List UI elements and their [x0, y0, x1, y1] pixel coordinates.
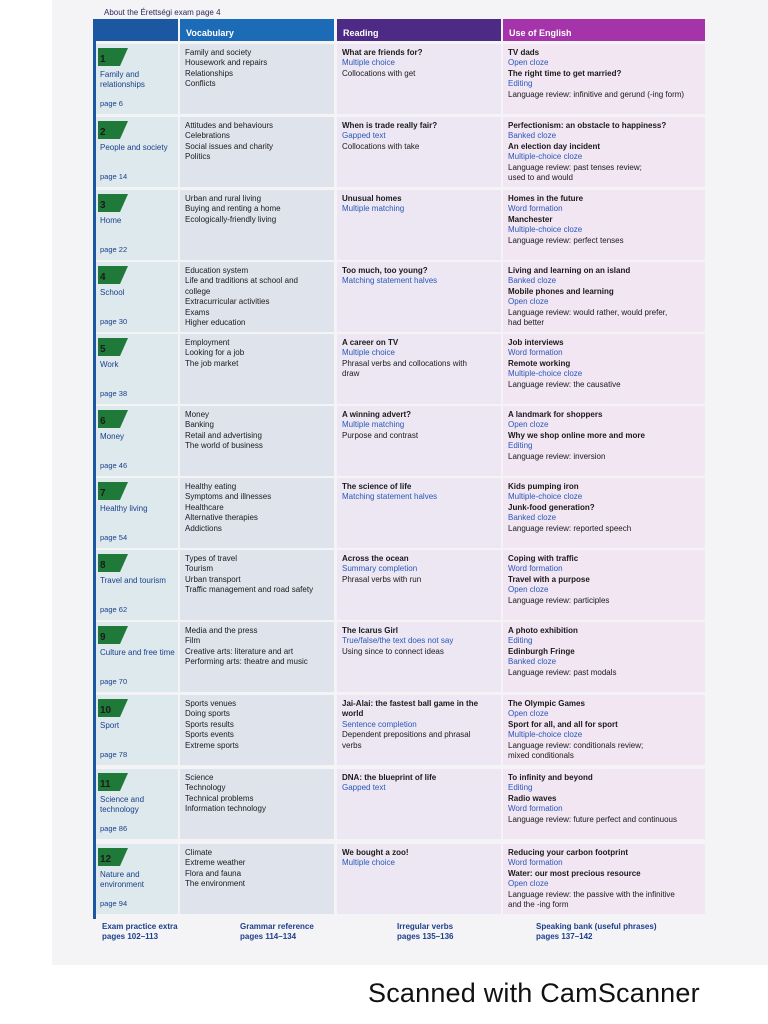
- unit-title: Healthy living: [100, 504, 148, 513]
- reading-cell: [337, 262, 501, 332]
- vocabulary-topic: Symptoms and illnesses: [185, 492, 272, 502]
- vocabulary-topic: Doing sports: [185, 709, 230, 719]
- text-title: TV dads: [508, 48, 540, 57]
- vocabulary-topic: Climate: [185, 848, 213, 857]
- unit-number: 4: [100, 272, 106, 283]
- text-title: Travel with a purpose: [508, 574, 590, 584]
- text-title: Edinburgh Fringe: [508, 646, 575, 656]
- task-type: Matching statement halves: [342, 276, 438, 286]
- vocabulary-topic: Relationships: [185, 68, 234, 78]
- reading-cell: [337, 550, 501, 620]
- header-use-of-english: Use of English: [503, 19, 705, 41]
- footer-pages: pages 102–113: [102, 932, 159, 941]
- text-title: world: [342, 709, 364, 719]
- vocabulary-topic: Urban and rural living: [185, 194, 262, 203]
- text-title: A photo exhibition: [508, 626, 578, 635]
- language-note: Language review: would rather, would prefer,: [508, 307, 668, 317]
- language-note: used to and would: [508, 173, 573, 183]
- task-type: Matching statement halves: [342, 492, 438, 502]
- vocabulary-topic: Performing arts: theatre and music: [185, 657, 308, 667]
- task-type: Word formation: [508, 804, 563, 814]
- language-note: draw: [342, 369, 360, 379]
- vocabulary-topic: Politics: [185, 152, 211, 162]
- task-type: Banked cloze: [508, 131, 557, 141]
- vocabulary-topic: Technology: [185, 783, 226, 793]
- vocabulary-topic: Extreme weather: [185, 858, 246, 868]
- unit-cell[interactable]: [96, 406, 178, 476]
- task-type: Multiple matching: [342, 204, 405, 214]
- vocabulary-topic: Urban transport: [185, 574, 241, 584]
- task-type: Summary completion: [342, 564, 418, 574]
- unit-number: 7: [100, 488, 106, 499]
- unit-number: 2: [100, 127, 106, 138]
- use-of-english-cell: [503, 406, 705, 476]
- vocabulary-topic: Higher education: [185, 318, 246, 328]
- unit-page: page 30: [100, 316, 128, 326]
- unit-cell[interactable]: [96, 334, 178, 404]
- text-title: To infinity and beyond: [508, 773, 593, 782]
- vocabulary-topic: Healthcare: [185, 502, 224, 512]
- camscanner-watermark: Scanned with CamScanner: [368, 978, 700, 1008]
- task-type: Multiple-choice cloze: [508, 152, 583, 162]
- language-note: Language review: infinitive and gerund (-ing form): [508, 89, 685, 99]
- text-title: Living and learning on an island: [508, 266, 631, 275]
- unit-title: Work: [100, 360, 119, 369]
- unit-cell[interactable]: [96, 478, 178, 548]
- task-type: Editing: [508, 441, 533, 451]
- unit-title: Home: [100, 216, 122, 225]
- task-type: Word formation: [508, 858, 563, 868]
- text-title: Sport for all, and all for sport: [508, 719, 618, 729]
- header-unit-column: [96, 19, 178, 41]
- task-type: Word formation: [508, 348, 563, 358]
- unit-page: page 22: [100, 244, 128, 254]
- vocabulary-topic: Information technology: [185, 804, 266, 814]
- use-of-english-cell: [503, 622, 705, 692]
- task-type: Multiple choice: [342, 58, 395, 68]
- language-note: Language review: the causative: [508, 379, 621, 389]
- use-of-english-cell: [503, 769, 705, 839]
- text-title: A career on TV: [342, 338, 399, 347]
- unit-number: 8: [100, 560, 106, 571]
- text-title: Why we shop online more and more: [508, 430, 645, 440]
- task-type: Banked cloze: [508, 276, 557, 286]
- unit-title: Science and technology: [100, 795, 145, 814]
- language-note: Language review: inversion: [508, 451, 606, 461]
- reading-cell: [337, 844, 501, 914]
- language-note: mixed conditionals: [508, 751, 574, 761]
- vocabulary-cell: [180, 769, 334, 839]
- language-note: Language review: past tenses review;: [508, 162, 642, 172]
- vocabulary-cell: [180, 478, 334, 548]
- language-note: Language review: participles: [508, 595, 610, 605]
- use-of-english-cell: [503, 44, 705, 114]
- task-type: Open cloze: [508, 709, 549, 719]
- footer-speaking-bank[interactable]: [536, 922, 656, 942]
- text-title: Unusual homes: [342, 194, 402, 203]
- unit-title: Money: [100, 432, 125, 441]
- footer-label: Exam practice extra: [102, 922, 178, 931]
- footer-irregular-verbs[interactable]: [397, 922, 454, 942]
- unit-cell[interactable]: [96, 117, 178, 187]
- vocabulary-topic: Sports events: [185, 730, 234, 740]
- vocabulary-topic: Alternative therapies: [185, 513, 258, 523]
- task-type: Editing: [508, 79, 533, 89]
- language-note: Language review: perfect tenses: [508, 235, 624, 245]
- unit-page: page 38: [100, 388, 128, 398]
- vocabulary-topic: Attitudes and behaviours: [185, 121, 274, 130]
- footer-label: Irregular verbs: [397, 922, 454, 931]
- vocabulary-topic: Celebrations: [185, 131, 230, 141]
- task-type: Word formation: [508, 204, 563, 214]
- text-title: Mobile phones and learning: [508, 286, 614, 296]
- footer-label: Speaking bank (useful phrases): [536, 922, 657, 931]
- unit-title: People and society: [100, 143, 168, 152]
- unit-page: page 14: [100, 171, 128, 181]
- vocabulary-topic: Extreme sports: [185, 740, 239, 750]
- use-of-english-cell: [503, 844, 705, 914]
- language-note: had better: [508, 318, 545, 328]
- language-note: verbs: [342, 740, 362, 750]
- reading-cell: [337, 334, 501, 404]
- vocabulary-cell: [180, 117, 334, 187]
- unit-number: 10: [100, 705, 112, 716]
- vocabulary-topic: Healthy eating: [185, 482, 237, 491]
- use-of-english-cell: [503, 117, 705, 187]
- task-type: Multiple choice: [342, 858, 395, 868]
- vocabulary-topic: Looking for a job: [185, 348, 245, 358]
- task-type: True/false/the text does not say: [342, 636, 454, 646]
- vocabulary-topic: Ecologically-friendly living: [185, 214, 277, 224]
- unit-title: Family and relationships: [100, 70, 145, 89]
- vocabulary-cell: [180, 334, 334, 404]
- task-type: Multiple-choice cloze: [508, 730, 583, 740]
- unit-page: page 54: [100, 532, 128, 542]
- vocabulary-topic: Sports venues: [185, 699, 237, 708]
- language-note: Phrasal verbs with run: [342, 574, 422, 584]
- vocabulary-topic: The job market: [185, 358, 239, 368]
- reading-cell: [337, 44, 501, 114]
- text-title: The right time to get married?: [508, 68, 622, 78]
- unit-title: Culture and free time: [100, 648, 175, 657]
- unit-cell[interactable]: [96, 262, 178, 332]
- text-title: Coping with traffic: [508, 554, 579, 563]
- text-title: The science of life: [342, 482, 412, 491]
- unit-cell[interactable]: [96, 44, 178, 114]
- vocabulary-topic: Flora and fauna: [185, 868, 242, 878]
- vocabulary-cell: [180, 695, 334, 765]
- language-note: Collocations with get: [342, 68, 416, 78]
- text-title: A landmark for shoppers: [508, 410, 603, 419]
- vocabulary-cell: [180, 262, 334, 332]
- text-title: When is trade really fair?: [342, 121, 438, 130]
- unit-number: 6: [100, 416, 106, 427]
- unit-title: School: [100, 288, 125, 297]
- vocabulary-topic: Housework and repairs: [185, 58, 268, 68]
- task-type: Multiple choice: [342, 348, 395, 358]
- vocabulary-cell: [180, 550, 334, 620]
- unit-number: 9: [100, 632, 106, 643]
- footer-label: Grammar reference: [240, 922, 314, 931]
- unit-number: 12: [100, 854, 112, 865]
- vocabulary-topic: Creative arts: literature and art: [185, 646, 294, 656]
- text-title: Junk-food generation?: [508, 502, 595, 512]
- unit-title: Travel and tourism: [100, 576, 166, 585]
- task-type: Gapped text: [342, 783, 386, 793]
- unit-page: page 46: [100, 460, 128, 470]
- text-title: Manchester: [508, 214, 553, 224]
- unit-page: page 78: [100, 749, 128, 759]
- language-note: and the -ing form: [508, 900, 569, 910]
- language-note: Purpose and contrast: [342, 430, 419, 440]
- task-type: Editing: [508, 783, 533, 793]
- use-of-english-cell: [503, 695, 705, 765]
- reading-cell: [337, 406, 501, 476]
- vocabulary-topic: Tourism: [185, 564, 214, 574]
- use-of-english-cell: [503, 262, 705, 332]
- vocabulary-topic: Banking: [185, 420, 214, 430]
- unit-number: 3: [100, 200, 106, 211]
- vocabulary-topic: Exams: [185, 307, 210, 317]
- reading-cell: [337, 695, 501, 765]
- task-type: Multiple-choice cloze: [508, 225, 583, 235]
- vocabulary-topic: college: [185, 286, 211, 296]
- text-title: Reducing your carbon footprint: [508, 848, 628, 857]
- unit-page: page 70: [100, 676, 128, 686]
- vocabulary-topic: Science: [185, 773, 214, 782]
- unit-number: 11: [100, 779, 111, 790]
- footer-pages: pages 114–134: [240, 932, 297, 941]
- unit-title: Sport: [100, 721, 120, 730]
- exam-info-link[interactable]: About the Érettségi exam page 4: [104, 8, 221, 17]
- unit-number: 1: [100, 54, 106, 65]
- vocabulary-topic: Education system: [185, 266, 249, 275]
- vocabulary-cell: [180, 190, 334, 260]
- unit-title: Nature and environment: [100, 870, 145, 889]
- footer-exam-practice[interactable]: [102, 922, 178, 942]
- unit-cell[interactable]: [96, 190, 178, 260]
- reading-cell: [337, 622, 501, 692]
- language-note: Using since to connect ideas: [342, 646, 444, 656]
- language-note: Language review: conditionals review;: [508, 740, 644, 750]
- task-type: Banked cloze: [508, 513, 557, 523]
- task-type: Open cloze: [508, 297, 549, 307]
- text-title: A winning advert?: [342, 410, 412, 419]
- text-title: An election day incident: [508, 141, 601, 151]
- task-type: Word formation: [508, 564, 563, 574]
- unit-page: page 94: [100, 898, 128, 908]
- use-of-english-cell: [503, 334, 705, 404]
- vocabulary-topic: Life and traditions at school and: [185, 276, 298, 286]
- task-type: Multiple-choice cloze: [508, 369, 583, 379]
- language-note: Language review: the passive with the infinitive: [508, 889, 675, 899]
- unit-number: 5: [100, 344, 106, 355]
- text-title: Too much, too young?: [342, 266, 428, 275]
- vocabulary-topic: Media and the press: [185, 626, 258, 635]
- reading-cell: [337, 117, 501, 187]
- unit-cell[interactable]: [96, 695, 178, 765]
- language-note: Phrasal verbs and collocations with: [342, 358, 467, 368]
- vocabulary-topic: The environment: [185, 879, 246, 889]
- text-title: Across the ocean: [342, 554, 409, 563]
- vocabulary-topic: Family and society: [185, 48, 252, 57]
- vocabulary-topic: Money: [185, 410, 210, 419]
- text-title: Radio waves: [508, 793, 557, 803]
- text-title: Kids pumping iron: [508, 482, 579, 491]
- use-of-english-cell: [503, 190, 705, 260]
- vocabulary-topic: Types of travel: [185, 554, 238, 563]
- task-type: Open cloze: [508, 585, 549, 595]
- vocabulary-topic: Buying and renting a home: [185, 204, 281, 214]
- text-title: The Icarus Girl: [342, 626, 399, 635]
- task-type: Multiple-choice cloze: [508, 492, 583, 502]
- vocabulary-topic: Employment: [185, 338, 230, 347]
- language-note: Language review: future perfect and continuous: [508, 814, 678, 824]
- text-title: Remote working: [508, 358, 571, 368]
- header-reading: Reading: [337, 19, 501, 41]
- text-title: DNA: the blueprint of life: [342, 773, 437, 782]
- vocabulary-topic: Sports results: [185, 719, 234, 729]
- vocabulary-topic: Social issues and charity: [185, 141, 274, 151]
- vocabulary-topic: Technical problems: [185, 793, 254, 803]
- language-note: Language review: reported speech: [508, 523, 632, 533]
- text-title: Water: our most precious resource: [508, 868, 641, 878]
- task-type: Open cloze: [508, 879, 549, 889]
- header-vocabulary: Vocabulary: [180, 19, 334, 41]
- reading-cell: [337, 478, 501, 548]
- task-type: Open cloze: [508, 420, 549, 430]
- task-type: Open cloze: [508, 58, 549, 68]
- footer-pages: pages 135–136: [397, 932, 454, 941]
- text-title: We bought a zoo!: [342, 848, 409, 857]
- task-type: Editing: [508, 636, 533, 646]
- text-title: Perfectionism: an obstacle to happiness?: [508, 121, 667, 130]
- use-of-english-cell: [503, 550, 705, 620]
- unit-page: page 62: [100, 604, 128, 614]
- vocabulary-topic: The world of business: [185, 441, 263, 451]
- task-type: Banked cloze: [508, 657, 557, 667]
- task-type: Sentence completion: [342, 719, 417, 729]
- unit-cell[interactable]: [96, 550, 178, 620]
- reading-cell: [337, 190, 501, 260]
- unit-cell[interactable]: [96, 622, 178, 692]
- footer-pages: pages 137–142: [536, 932, 593, 941]
- language-note: Dependent prepositions and phrasal: [342, 730, 471, 740]
- vocabulary-topic: Conflicts: [185, 79, 216, 89]
- reading-cell: [337, 769, 501, 839]
- vocabulary-cell: [180, 844, 334, 914]
- task-type: Gapped text: [342, 131, 386, 141]
- text-title: Jai-Alai: the fastest ball game in the: [342, 699, 479, 708]
- vocabulary-cell: [180, 44, 334, 114]
- language-note: Collocations with take: [342, 141, 420, 151]
- task-type: Multiple matching: [342, 420, 405, 430]
- text-title: Homes in the future: [508, 194, 584, 203]
- vocabulary-cell: [180, 406, 334, 476]
- text-title: What are friends for?: [342, 48, 423, 57]
- unit-page: page 6: [100, 98, 123, 108]
- footer-grammar-reference[interactable]: [240, 922, 314, 942]
- use-of-english-cell: [503, 478, 705, 548]
- language-note: Language review: past modals: [508, 667, 617, 677]
- vocabulary-cell: [180, 622, 334, 692]
- unit-page: page 86: [100, 823, 128, 833]
- vocabulary-topic: Film: [185, 636, 201, 646]
- unit-cell[interactable]: [96, 844, 178, 914]
- text-title: Job interviews: [508, 338, 564, 347]
- vocabulary-topic: Traffic management and road safety: [185, 585, 314, 595]
- text-title: The Olympic Games: [508, 699, 585, 708]
- vocabulary-topic: Addictions: [185, 523, 222, 533]
- vocabulary-topic: Retail and advertising: [185, 430, 262, 440]
- vocabulary-topic: Extracurricular activities: [185, 297, 270, 307]
- unit-cell[interactable]: [96, 769, 178, 839]
